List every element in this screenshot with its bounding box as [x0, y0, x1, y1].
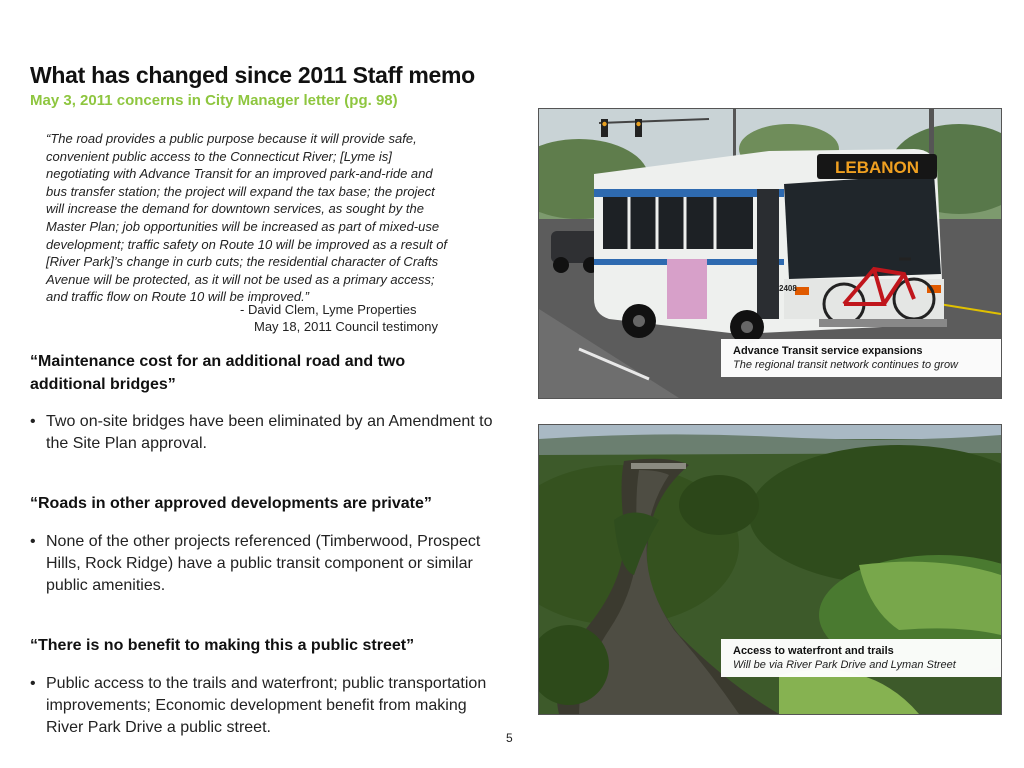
bullet-text: Public access to the trails and waterfront; public transportation improvements; Economic development benefit from making River Park Drive a public street.: [46, 675, 487, 736]
bus-number: 2408: [779, 284, 797, 293]
bus-destination-sign: LEBANON: [834, 158, 920, 177]
bus-photo: [538, 108, 1002, 399]
caption-subtitle: Will be via River Park Drive and Lyman Street: [733, 659, 956, 671]
quote-attribution: [240, 301, 438, 335]
quote-line: bus transfer station; the project will expand the tax base; the project: [46, 183, 435, 199]
quote-line: will increase the demand for downtown services, as sought by the: [46, 201, 424, 217]
quote-line: [River Park]’s change in curb cuts; the residential character of Crafts: [46, 254, 439, 270]
quote-line: development; traffic safety on Route 10 will be improved as a result of: [46, 236, 448, 252]
concern-heading-maintenance: “Maintenance cost for an additional road and two additional bridges”: [30, 353, 406, 393]
bullet-dot: •: [30, 675, 36, 692]
quote-line: Master Plan; job opportunities will be increased as part of mixed-use: [46, 218, 440, 234]
slide-title: What has changed since 2011 Staff memo: [30, 62, 475, 88]
attribution-date: May 18, 2011 Council testimony: [254, 319, 439, 334]
river-photo-caption: [721, 639, 1001, 677]
attribution-author: - David Clem, Lyme Properties: [240, 302, 417, 317]
caption-title: Access to waterfront and trails: [733, 645, 894, 657]
concern-bullet-public-street: [30, 673, 506, 739]
slide-subtitle: May 3, 2011 concerns in City Manager letter (pg. 98): [30, 92, 398, 109]
bullet-dot: •: [30, 533, 36, 550]
bullet-text: None of the other projects referenced (Timberwood, Prospect Hills, Rock Ridge) have a public transit component or similar public amenities.: [46, 533, 481, 594]
testimony-quote: [46, 130, 486, 306]
quote-line: convenient public access to the Connecticut River; [Lyme is]: [46, 148, 392, 164]
bullet-dot: •: [30, 413, 36, 430]
quote-line: and traffic flow on Route 10 will be improved.”: [46, 289, 310, 305]
concern-heading-private-roads: “Roads in other approved developments are private”: [30, 495, 432, 512]
concern-bullet-maintenance: [30, 411, 506, 455]
river-photo: [538, 424, 1002, 715]
quote-line: “The road provides a public purpose because it will provide safe,: [46, 131, 417, 146]
caption-title: Advance Transit service expansions: [733, 345, 923, 357]
concern-bullet-private-roads: [30, 531, 506, 597]
caption-subtitle: The regional transit network continues to grow: [733, 359, 959, 371]
bus-photo-caption: [721, 339, 1001, 377]
concern-heading-public-street: “There is no benefit to making this a public street”: [30, 637, 415, 654]
quote-line: Avenue will be protected, as it will not be used as a primary access;: [46, 271, 435, 287]
page-number: 5: [506, 731, 513, 745]
quote-line: negotiating with Advance Transit for an improved park-and-ride and: [46, 166, 433, 182]
bullet-text: Two on-site bridges have been eliminated by an Amendment to the Site Plan approval.: [46, 413, 493, 452]
